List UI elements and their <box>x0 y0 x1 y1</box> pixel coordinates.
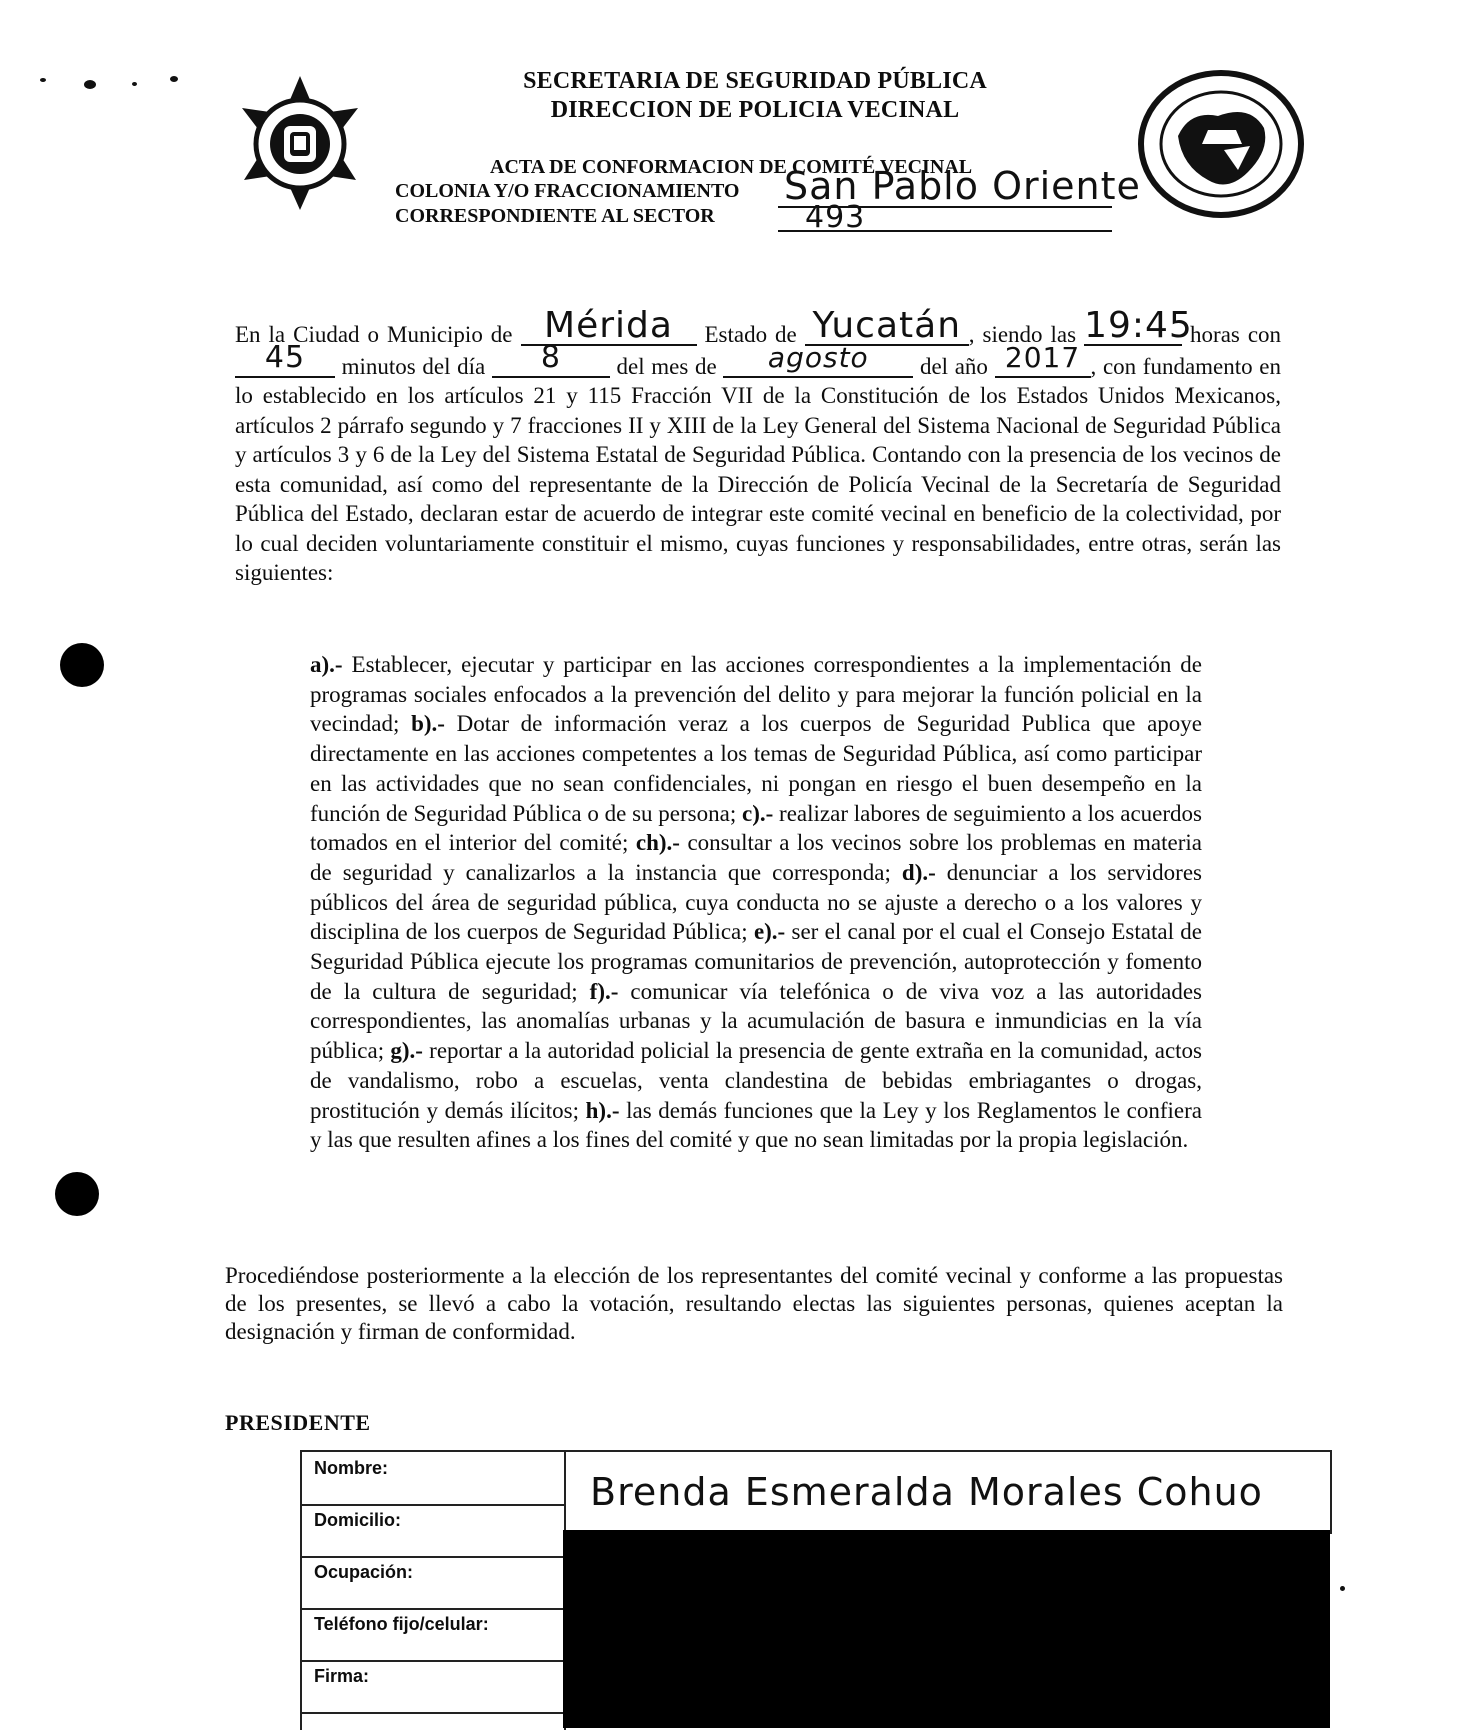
ocupacion-label: Ocupación: <box>314 1562 414 1582</box>
police-badge-icon <box>232 74 368 212</box>
scan-speck <box>132 82 137 86</box>
item-b-key: b).- <box>411 711 445 737</box>
scan-speck <box>1340 1586 1345 1591</box>
scan-speck <box>170 76 178 82</box>
intro-text-6: del mes de <box>616 353 717 379</box>
sector-label: CORRESPONDIENTE AL SECTOR <box>395 205 715 227</box>
firma-label: Firma: <box>314 1666 370 1686</box>
domicilio-row <box>302 1504 564 1558</box>
org-line-2: DIRECCION DE POLICIA VECINAL <box>550 97 960 123</box>
colonia-value: San Pablo Oriente <box>784 164 1141 208</box>
state-security-seal-icon <box>1138 70 1304 218</box>
intro-text-1: En la Ciudad o Municipio de <box>235 322 513 347</box>
month-value: agosto <box>767 340 869 374</box>
item-e-text: ser el canal por el cual el Consejo Estatal de Seguridad Pública ejecute los programas comunitarios de prevención, autoprotección y fomento de la cultura de seguridad; <box>310 919 1202 1004</box>
item-ch-key: ch).- <box>635 830 680 856</box>
item-d-text: denunciar a los servidores públicos del área de seguridad pública, cuya conducta no se ajuste a derecho o a los valores y disciplina de los cuerpos de Seguridad Pública; <box>310 859 1202 945</box>
scan-speck <box>40 78 46 82</box>
sector-value: 493 <box>805 200 866 235</box>
ocupacion-row <box>302 1556 564 1610</box>
org-line-1: SECRETARIA DE SEGURIDAD PÚBLICA <box>523 68 987 94</box>
scan-speck <box>84 80 96 89</box>
redaction-block <box>563 1530 1330 1728</box>
item-h-key: h).- <box>585 1097 620 1123</box>
punch-hole <box>55 1172 99 1216</box>
item-b-text: Dotar de información veraz a los cuerpos de Seguridad Publica que apoye directamente en las acciones competentes a los temas de Seguridad Pública, así como participar en las actividades que no sean confidenciales, ni pongan en riesgo el buen desempeño en la función de Seguridad Pública o de su persona; <box>310 711 1202 826</box>
year-field <box>995 340 1091 378</box>
nombre-value: Brenda Esmeralda Morales Cohuo <box>590 1470 1263 1514</box>
firma-row <box>302 1660 564 1714</box>
intro-text-2: Estado de <box>704 322 797 347</box>
item-g-key: g).- <box>390 1038 423 1064</box>
item-d-key: d).- <box>901 859 936 885</box>
intro-text-5: minutos del día <box>341 353 486 379</box>
state-value: Yucatán <box>812 305 962 346</box>
intro-text-4: horas con <box>1190 322 1282 347</box>
item-f-text: comunicar vía telefónica o de viva voz a las autoridades correspondientes, las anomalías urbanas y la acumulación de basura e inmundicias en la vía pública; <box>310 978 1202 1064</box>
minutes-field <box>235 339 335 378</box>
punch-hole <box>60 643 104 687</box>
day-value: 8 <box>540 339 561 375</box>
intro-text-7: del año <box>919 353 988 379</box>
hour-field <box>1084 305 1193 346</box>
president-section-title: PRESIDENTE <box>225 1410 371 1435</box>
colonia-label: COLONIA Y/O FRACCIONAMIENTO <box>395 180 740 202</box>
day-field <box>492 339 610 378</box>
item-a-text: Establecer, ejecutar y participar en las acciones correspondientes a la implementación de programas sociales enfocados a la prevención del delito y para mejorar la función policial en la vecindad; <box>310 652 1202 737</box>
item-c-key: c).- <box>742 800 774 826</box>
year-value: 2017 <box>1004 340 1081 374</box>
month-field <box>723 340 913 378</box>
item-ch-text: consultar a los vecinos sobre los problemas en materia de seguridad y canalizarlos a la instancia que corresponda; <box>310 830 1202 885</box>
nombre-row <box>302 1452 564 1506</box>
domicilio-label: Domicilio: <box>314 1510 402 1530</box>
item-h-text: las demás funciones que la Ley y los Reglamentos le confiera y las que resulten afines a los fines del comité y que no sean limitadas por la propia legislación. <box>310 1097 1202 1153</box>
item-g-text: reportar a la autoridad policial la presencia de gente extraña en la comunidad, actos de vandalismo, robo a escuelas, venta clandestina de bebidas embriagantes o drogas, prostitución y demás ilícitos; <box>310 1038 1202 1123</box>
intro-text-3: , siendo las <box>968 322 1077 347</box>
item-f-key: f).- <box>589 978 619 1004</box>
nombre-value-cell <box>564 1452 1332 1534</box>
minutes-value: 45 <box>264 339 306 375</box>
telefono-label: Teléfono fijo/celular: <box>314 1614 489 1634</box>
intro-text-8: , con fundamento en lo establecido en los artículos 21 y 115 Fracción VII de la Constitución de los Estados Unidos Mexicanos, artículos 2 párrafo segundo y 7 fracciones II y XIII de la Ley General del Sistema Nacional de Seguridad Pública y artículos 3 y 6 de la Ley del Sistema Estatal de Seguridad Pública. Contando con la presencia de los vecinos de esta comunidad, así como del representante de la Dirección de Policía Vecinal de la Secretaría de Seguridad Pública del Estado, declaran estar de acuerdo de integrar este comité vecinal en beneficio de la colectividad, por lo cual deciden voluntariamente constituir el mismo, cuyas funciones y responsabilidades, entre otras, serán las siguientes: <box>235 353 1281 585</box>
nombre-label: Nombre: <box>314 1458 389 1478</box>
city-value: Mérida <box>544 305 673 346</box>
telefono-row <box>302 1608 564 1662</box>
item-a-key: a).- <box>310 652 343 677</box>
item-c-text: realizar labores de seguimiento a los acuerdos tomados en el interior del comité; <box>310 800 1202 856</box>
document-title: ACTA DE CONFORMACION DE COMITÉ VECINAL <box>490 156 973 178</box>
election-paragraph: Procediéndose posteriormente a la elección de los representantes del comité vecinal y conforme a las propuestas de los presentes, se llevó a cabo la votación, resultando electas las siguientes personas, quienes aceptan la designación y firman de conformidad. <box>225 1263 1283 1344</box>
intro-paragraph <box>235 305 1282 588</box>
item-e-key: e).- <box>753 919 786 945</box>
hour-value: 19:45 <box>1084 305 1193 346</box>
functions-list <box>310 650 1202 1155</box>
